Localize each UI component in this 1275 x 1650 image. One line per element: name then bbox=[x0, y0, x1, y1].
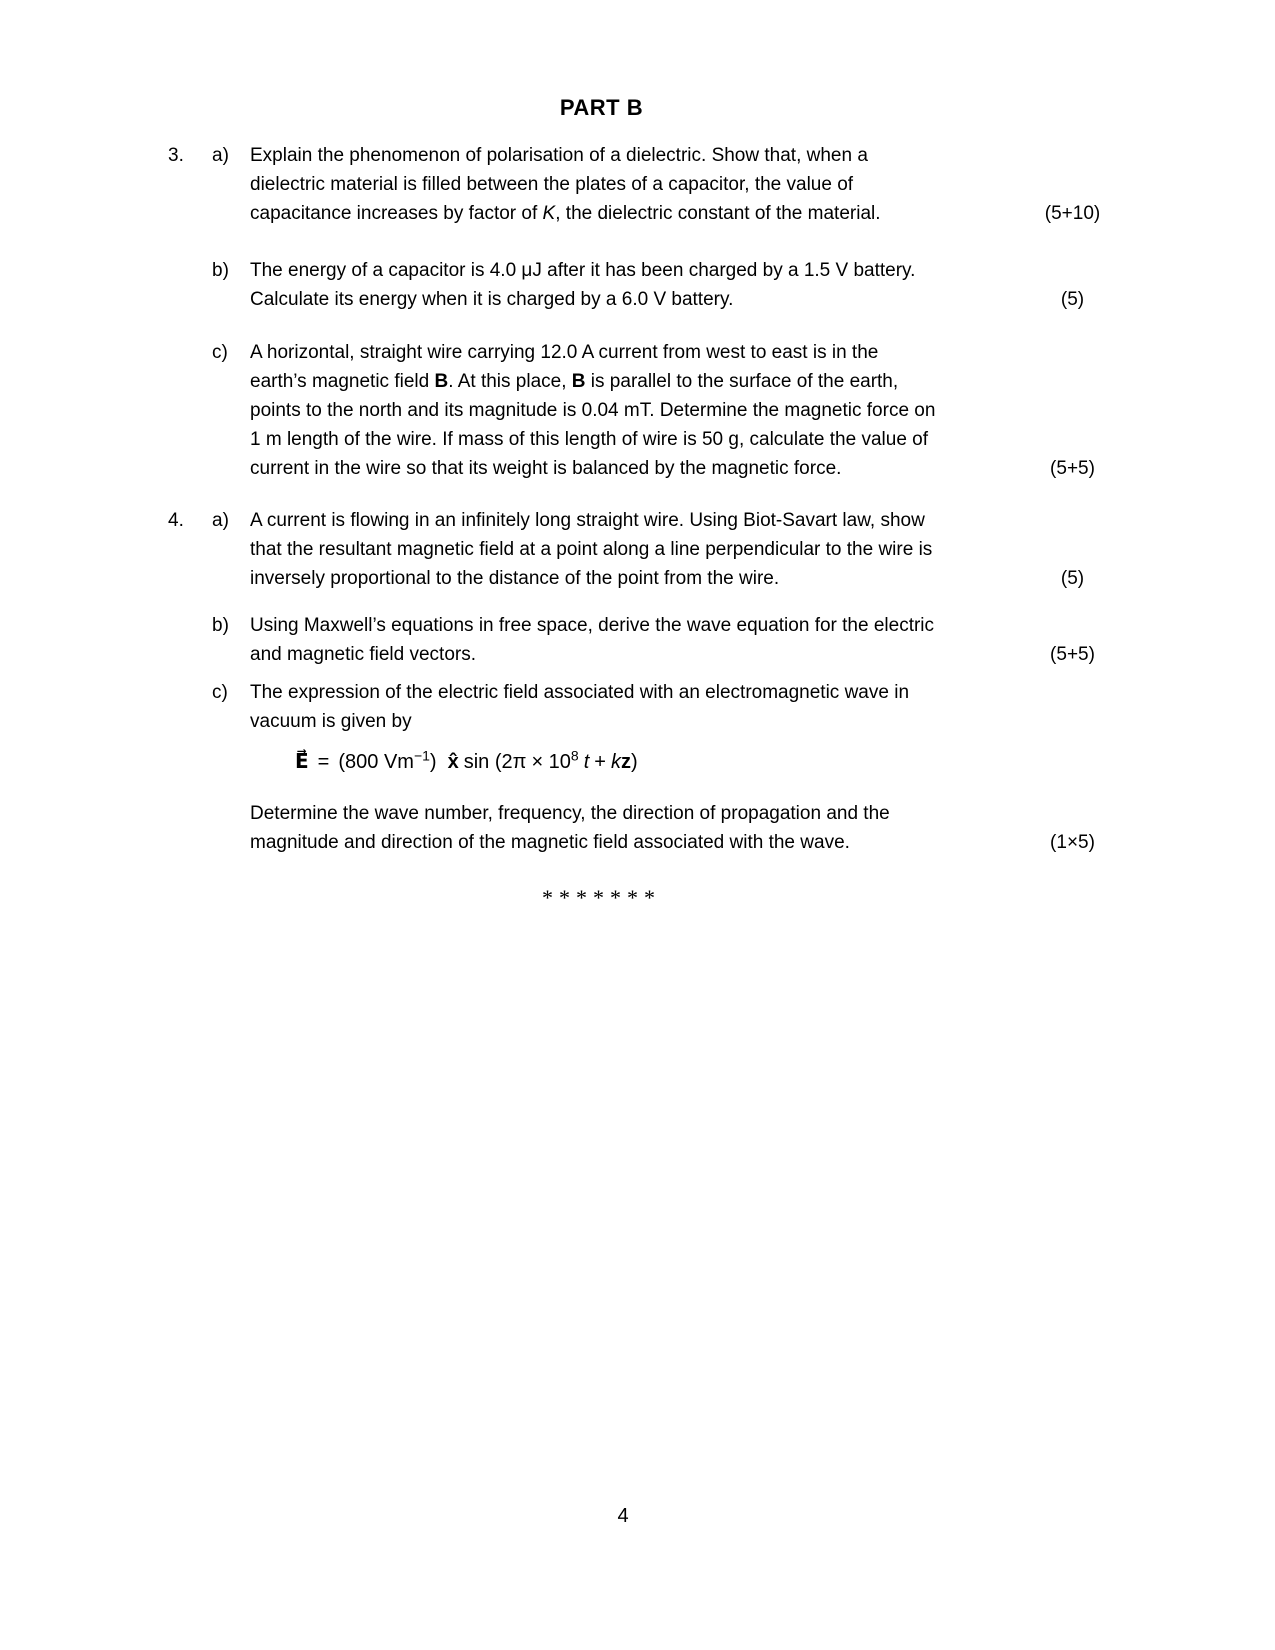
question-4-part-c bbox=[168, 678, 1275, 857]
text-segment: is parallel to the surface of the earth, bbox=[585, 371, 899, 392]
question-number bbox=[168, 678, 212, 857]
question-number: 4. bbox=[168, 510, 184, 531]
plus-sign: + bbox=[594, 751, 606, 773]
part-letter: b) bbox=[212, 615, 229, 636]
amplitude-close: ) bbox=[429, 751, 437, 773]
part-text bbox=[250, 611, 1035, 669]
text-line: magnitude and direction of the magnetic field associated with the wave. bbox=[250, 832, 850, 853]
text-line bbox=[250, 199, 1035, 228]
part-letter: c) bbox=[212, 682, 228, 703]
text-line: 1 m length of the wire. If mass of this length of wire is 50 g, calculate the value of bbox=[250, 429, 929, 450]
part-marks: (5+5) bbox=[1050, 458, 1095, 479]
question-number bbox=[168, 611, 212, 669]
dielectric-constant-symbol: K bbox=[542, 203, 556, 224]
vector-e-symbol: E⃗ bbox=[295, 751, 309, 773]
part-letter: b) bbox=[212, 260, 229, 281]
electric-field-equation bbox=[295, 744, 1035, 780]
question-3-part-c bbox=[168, 338, 1275, 483]
text-line: inversely proportional to the distance of the point from the wire. bbox=[250, 568, 780, 589]
text-segment: . At this place, bbox=[448, 371, 572, 392]
text-line: Determine the wave number, frequency, the direction of propagation and the bbox=[250, 803, 890, 824]
equation-close: ) bbox=[630, 751, 638, 773]
part-letter: c) bbox=[212, 342, 228, 363]
text-line: that the resultant magnetic field at a point along a line perpendicular to the wire is bbox=[250, 539, 933, 560]
equals-sign: = bbox=[317, 751, 330, 773]
part-marks: (5+10) bbox=[1044, 203, 1101, 224]
amplitude-term: (800 Vm bbox=[338, 751, 414, 773]
question-4-part-b bbox=[168, 611, 1275, 669]
text-segment: earth’s magnetic field bbox=[250, 371, 435, 392]
text-line: Calculate its energy when it is charged by a 6.0 V battery. bbox=[250, 289, 734, 310]
text-line: dielectric material is filled between the plates of a capacitor, the value of bbox=[250, 174, 854, 195]
part-letter: a) bbox=[212, 510, 229, 531]
z-coordinate-symbol: z bbox=[620, 751, 631, 773]
determine-paragraph bbox=[250, 799, 1035, 857]
sin-term: sin (2π bbox=[463, 751, 527, 773]
part-marks: (5) bbox=[1060, 289, 1085, 310]
text-line: Explain the phenomenon of polarisation of a dielectric. Show that, when a bbox=[250, 145, 868, 166]
part-marks: (1×5) bbox=[1050, 832, 1095, 853]
question-number: 3. bbox=[168, 145, 184, 166]
part-text bbox=[250, 141, 1035, 228]
question-4-part-a bbox=[168, 506, 1275, 593]
text-line: current in the wire so that its weight is balanced by the magnetic force. bbox=[250, 458, 842, 479]
wavenumber-symbol: k bbox=[610, 751, 621, 773]
part-marks: (5+5) bbox=[1050, 644, 1095, 665]
magnetic-field-symbol: B bbox=[571, 371, 586, 392]
times-term: × 10 bbox=[531, 751, 571, 773]
amplitude-exponent: −1 bbox=[413, 747, 430, 764]
text-line: A current is flowing in an infinitely long straight wire. Using Biot-Savart law, show bbox=[250, 510, 925, 531]
text-line: The energy of a capacitor is 4.0 μJ after it has been charged by a 1.5 V battery. bbox=[250, 260, 916, 281]
time-symbol: t bbox=[583, 751, 590, 773]
text-line: A horizontal, straight wire carrying 12.0 A current from west to east is in the bbox=[250, 342, 879, 363]
part-text bbox=[250, 338, 1035, 483]
part-text bbox=[250, 506, 1035, 593]
part-text bbox=[250, 256, 1035, 314]
part-letter: a) bbox=[212, 145, 229, 166]
page-title: PART B bbox=[559, 95, 644, 120]
text-line: points to the north and its magnitude is 0.04 mT. Determine the magnetic force on bbox=[250, 400, 936, 421]
text-line: Using Maxwell’s equations in free space, derive the wave equation for the electric bbox=[250, 615, 935, 636]
page-number: 4 bbox=[617, 1505, 629, 1527]
question-3-part-b bbox=[168, 256, 1275, 314]
question-3-part-a bbox=[168, 141, 1275, 228]
text-segment: capacitance increases by factor of bbox=[250, 203, 543, 224]
power-exponent: 8 bbox=[570, 747, 579, 764]
question-number bbox=[168, 338, 212, 483]
question-number bbox=[168, 256, 212, 314]
text-line: vacuum is given by bbox=[250, 711, 412, 732]
part-text bbox=[250, 678, 1035, 857]
text-segment: , the dielectric constant of the material. bbox=[555, 203, 881, 224]
text-line bbox=[250, 367, 1035, 396]
text-line: and magnetic field vectors. bbox=[250, 644, 477, 665]
text-line: The expression of the electric field associated with an electromagnetic wave in bbox=[250, 682, 910, 703]
unit-vector-x-symbol: x̂ bbox=[447, 751, 459, 773]
part-marks: (5) bbox=[1060, 568, 1085, 589]
end-separator-asterisks: ******* bbox=[542, 885, 661, 910]
magnetic-field-symbol: B bbox=[434, 371, 449, 392]
